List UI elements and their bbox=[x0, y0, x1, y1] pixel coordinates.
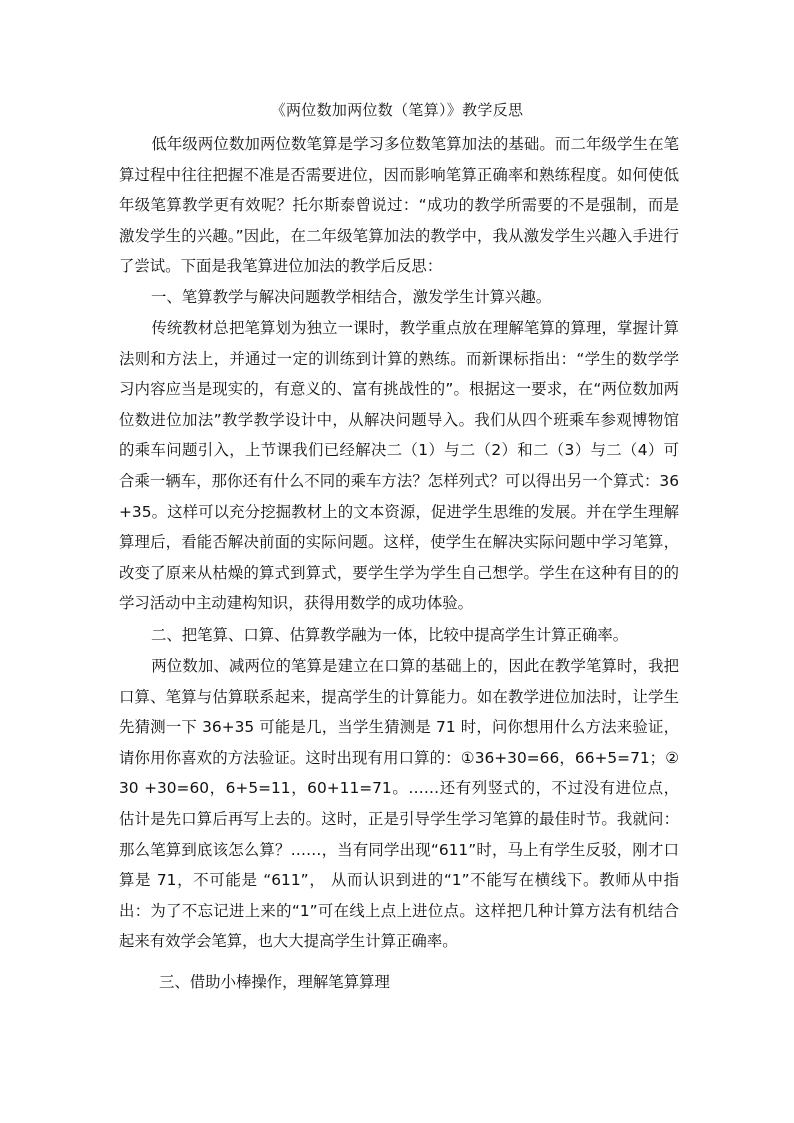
section-2-paragraph: 两位数加、减两位的笔算是建立在口算的基础上的，因此在教学笔算时，我把口算、笔算与估算联系起来，提高学生的计算能力。如在教学进位加法时，让学生先猜测一下 36+35 可能是几，当学生猜测是 71 时，问你想用什么方法来验证，请你用你喜欢的方法验证。这时出现有用口算的：①36+30=66，66+5=71；②30 +30=60，6+5=11，60+11=71。……还有列竖式的，不过没有进位点，估计是先口算后再写上去的。这时，正是引导学生学习笔算的最佳时节。我就问：那么笔算到底该怎么算？……，当有同学出现“611”时，马上有学生反驳，刚才口算是 71，不可能是 “611”， 从而认识到进的“1”不能写在横线下。教师从中指出：为了不忘记进上来的“1”可在线上点上进位点。这样把几种计算方法有机结合起来有效学会笔算，也大大提高学生计算正确率。 bbox=[119, 657, 679, 951]
intro-paragraph: 低年级两位数加两位数笔算是学习多位数笔算加法的基础。而二年级学生在笔算过程中往往把握不准是否需要进位，因而影响笔算正确率和熟练程度。如何使低年级笔算教学更有效呢？托尔斯泰曾说过：“成功的教学所需要的不是强制，而是激发学生的兴趣。”因此，在二年级笔算加法的教学中，我从激发学生兴趣入手进行了尝试。下面是我笔算进位加法的教学后反思： bbox=[119, 135, 679, 276]
section-2-heading: 二、把笔算、口算、估算教学融为一体，比较中提高学生计算正确率。 bbox=[151, 626, 629, 644]
section-1-paragraph: 传统教材总把笔算划为独立一课时，教学重点放在理解笔算的算理，掌握计算法则和方法上，并通过一定的训练到计算的熟练。而新课标指出：“学生的数学学习内容应当是现实的，有意义的、富有挑战性的”。根据这一要求，在“两位数加两位数进位加法”教学教学设计中，从解决问题导入。我们从四个班乘车参观博物馆的乘车问题引入，上节课我们已经解决二（1）与二（2）和二（3）与二（4）可合乘一辆车，那你还有什么不同的乘车方法？怎样列式？可以得出另一个算式：36+35。这样可以充分挖掘教材上的文本资源，促进学生思维的发展。并在学生理解算理后，看能否解决前面的实际问题。这样，使学生在解决实际问题中学习笔算，改变了原来从枯燥的算式到算式，要学生学为学生自己想学。学生在这种有目的的学习活动中主动建构知识，获得用数学的成功体验。 bbox=[119, 319, 679, 613]
document-title: 《两位数加两位数（笔算）》教学反思 bbox=[270, 101, 524, 119]
section-1-heading: 一、笔算教学与解决问题教学相结合，激发学生计算兴趣。 bbox=[151, 288, 552, 306]
section-3-heading: 三、借助小棒操作，理解笔算算理 bbox=[159, 973, 390, 991]
